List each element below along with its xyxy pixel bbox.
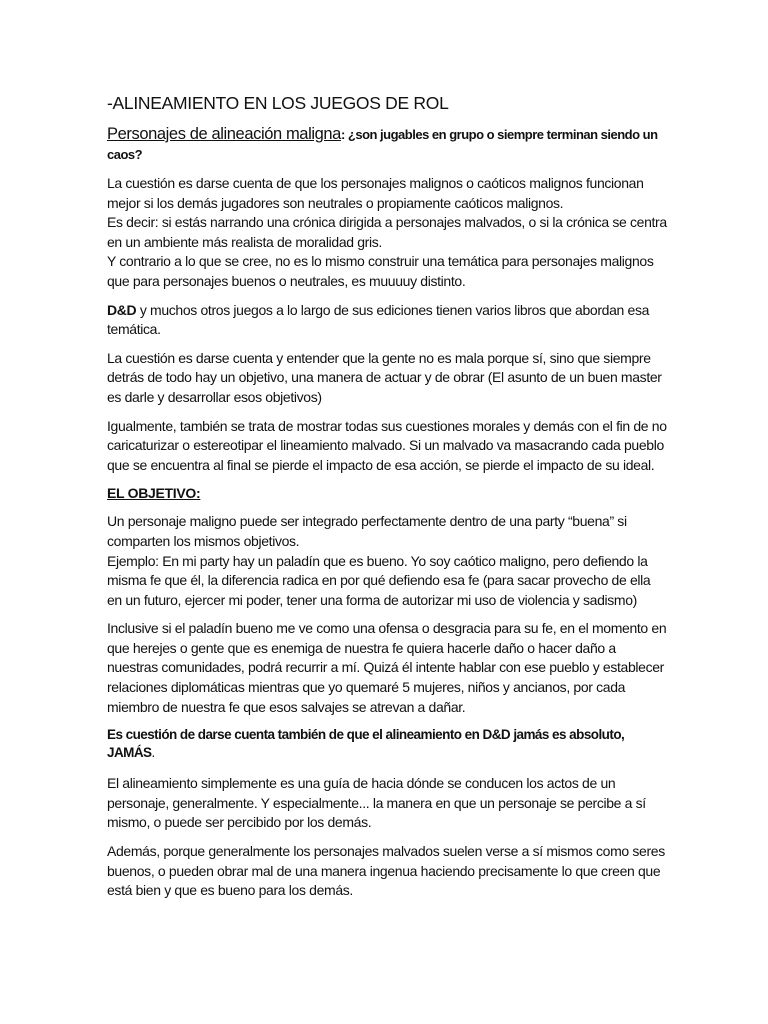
objective-block	[107, 512, 667, 610]
dnd-text: y muchos otros juegos a lo largo de sus ediciones tienen varios libros que abordan esa temática.	[107, 301, 650, 338]
callout-absolute	[107, 726, 667, 762]
dnd-bold-term: D&D	[107, 301, 137, 318]
intro-line-3: Y contrario a lo que se cree, no es lo mismo construir una temática para personajes malignos que para personajes buenos o neutrales, es muuuuy distinto.	[107, 253, 654, 289]
objective-example: Ejemplo: En mi party hay un paladín que es bueno. Yo soy caótico maligno, pero defiendo la misma fe que él, la diferencia radica en por qué defiendo esa fe (para sacar provecho de ella en un futuro, ejercer mi poder, tener una forma de autorizar mi uso de violencia y sadismo)	[107, 552, 651, 608]
intro-line-2: Es decir: si estás narrando una crónica dirigida a personajes malvados, o si la crónica se centra en un ambiente más realista de moralidad gris.	[107, 214, 667, 250]
guide-paragraph: El alineamiento simplemente es una guía de hacia dónde se conducen los actos de un personaje, generalmente. Y especialmente... la manera en que un personaje se percibe a sí mismo, o puede ser percibido por los demás.	[107, 775, 646, 831]
inclusive-paragraph: Inclusive si el paladín bueno me ve como una ofensa o desgracia para su fe, en el momento en que herejes o gente que es enemiga de nuestra fe quiera hacerle daño o hacer daño a nuestras comunidades, podrá recurrir a mí. Quizá él intente hablar con ese pueblo y establecer relaciones diplomáticas mientras que yo quemaré 5 mujeres, niños y ancianos, por cada miembro de nuestra fe que esos salvajes se atrevan a dañar.	[107, 620, 667, 715]
objective-line-1: Un personaje maligno puede ser integrado perfectamente dentro de una party “buena” si comparten los mismos objetivos.	[107, 513, 627, 549]
objective-paragraph: La cuestión es darse cuenta y entender que la gente no es mala porque sí, sino que siempre detrás de todo hay un objetivo, una manera de actuar y de obrar (El asunto de un buen master es darle y desarrollar esos objetivos)	[107, 349, 662, 405]
moral-paragraph: Igualmente, también se trata de mostrar todas sus cuestiones morales y demás con el fin de no caricaturizar o estereotipar el lineamiento malvado. Si un malvado va masacrando cada pueblo que se encuentra al final se pierde el impacto de esa acción, se pierde el impacto de su ideal.	[107, 417, 667, 473]
subtitle-question: : ¿son jugables en grupo o siempre terminan siendo un caos?	[107, 127, 658, 162]
intro-paragraph	[107, 174, 667, 292]
subtitle-lead: Personajes de alineación maligna	[107, 125, 341, 143]
section-heading-objective: EL OBJETIVO:	[107, 485, 201, 502]
callout-bold-text: Es cuestión de darse cuenta también de que el alineamiento en D&D jamás es absoluto, JAMÁS	[107, 727, 625, 761]
also-paragraph: Además, porque generalmente los personajes malvados suelen verse a sí mismos como seres buenos, o pueden obrar mal de una manera ingenua haciendo precisamente lo que creen que está bien y que es bueno para los demás.	[107, 843, 665, 899]
document-subtitle	[107, 124, 667, 165]
dnd-paragraph	[107, 301, 667, 340]
document-title: -ALINEAMIENTO EN LOS JUEGOS DE ROL	[107, 93, 449, 113]
intro-line-1: La cuestión es darse cuenta de que los personajes malignos o caóticos malignos funcionan mejor si los demás jugadores son neutrales o propiamente caóticos malignos.	[107, 175, 644, 211]
callout-period: .	[151, 745, 155, 761]
document-page	[107, 92, 667, 910]
